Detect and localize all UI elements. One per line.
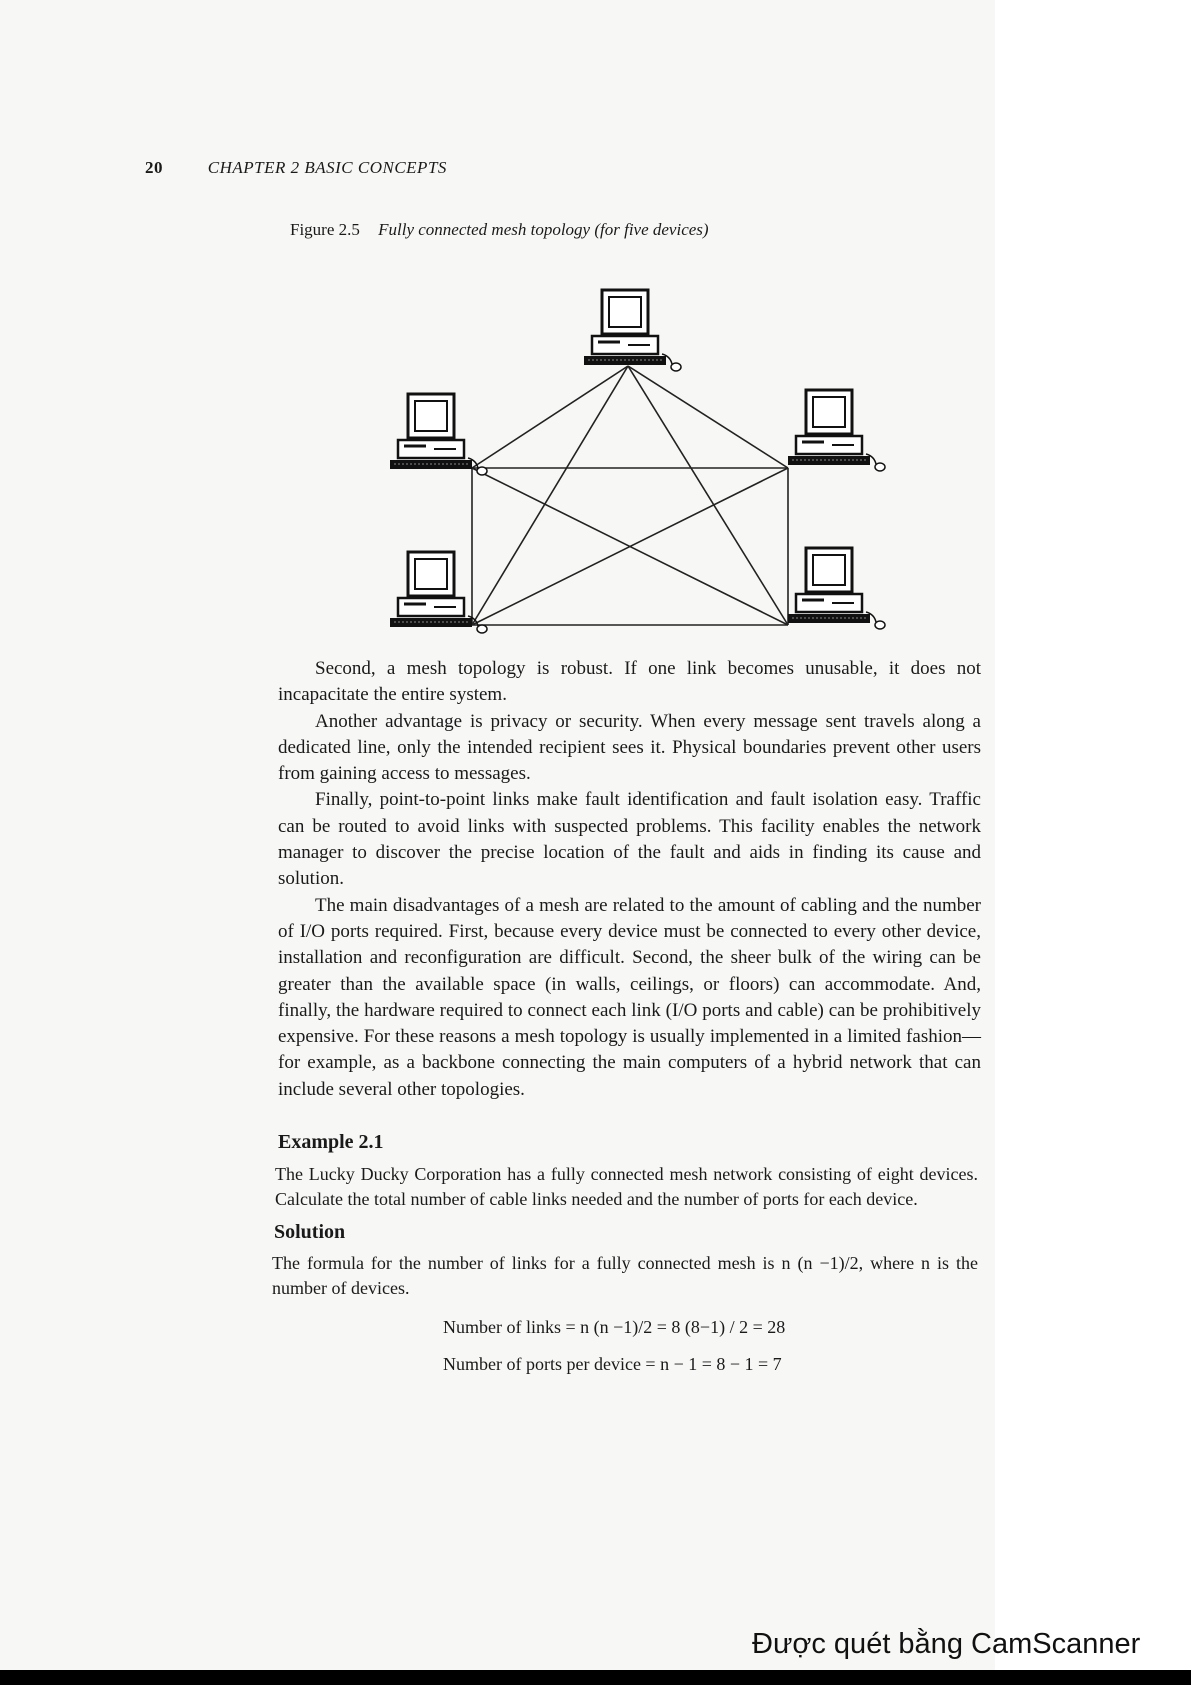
figure-title: Fully connected mesh topology (for five devices): [378, 220, 709, 239]
computer-top-icon: [584, 290, 681, 371]
paragraph-privacy: Another advantage is privacy or security. When every message sent travels along a dedicated line, only the intended recipient sees it. Physical boundaries prevent other users from gaining access to messages.: [278, 710, 981, 785]
bottom-edge-bar: [0, 1670, 1191, 1685]
paragraph-disadvantages: The main disadvantages of a mesh are related to the amount of cabling and the number of I/O ports required. First, because every device must be connected to every other device, installation and reconfiguration are difficult. Second, the sheer bulk of the wiring can be greater than the available space (in walls, ceilings, or floors) can accommodate. And, finally, the hardware required to connect each link (I/O ports and cable) can be prohibitively expensive. For these reasons a mesh topology is usually implemented in a limited fashion—for example, as a backbone connecting the main computers of a hybrid network that can include several other topologies.: [278, 894, 981, 1100]
figure-caption: [290, 220, 709, 240]
figure-label: Figure 2.5: [290, 220, 360, 239]
mesh-topology-figure: [380, 282, 900, 642]
computer-right-lower-icon: [788, 548, 885, 629]
computer-right-upper-icon: [788, 390, 885, 471]
example-text: The Lucky Ducky Corporation has a fully connected mesh network consisting of eight devices. Calculate the total number of cable links needed and the number of ports for each device.: [275, 1164, 978, 1209]
mesh-links: [472, 366, 788, 625]
computer-left-upper-icon: [390, 394, 487, 475]
formula-ports: Number of ports per device = n − 1 = 8 − 1 = 7: [443, 1354, 782, 1374]
example-heading: Example 2.1: [278, 1131, 384, 1153]
body-text: [278, 656, 981, 1103]
paragraph-fault-isolation: Finally, point-to-point links make fault identification and fault isolation easy. Traffic can be routed to avoid links with suspected problems. This facility enables the network manager to discover the precise location of the fault and aids in finding its cause and solution.: [278, 789, 981, 890]
chapter-title: CHAPTER 2 BASIC CONCEPTS: [207, 158, 447, 177]
paragraph-robust: Second, a mesh topology is robust. If one link becomes unusable, it does not incapacitate the entire system.: [278, 658, 981, 706]
camscanner-watermark: Được quét bằng CamScanner: [752, 1628, 1141, 1660]
page-number: 20: [145, 158, 163, 177]
solution-text: The formula for the number of links for a fully connected mesh is n (n −1)/2, where n is the number of devices.: [272, 1253, 978, 1298]
formula-links: Number of links = n (n −1)/2 = 8 (8−1) / 2 = 28: [443, 1317, 786, 1337]
solution-heading: Solution: [274, 1221, 346, 1243]
running-header: [145, 158, 447, 178]
